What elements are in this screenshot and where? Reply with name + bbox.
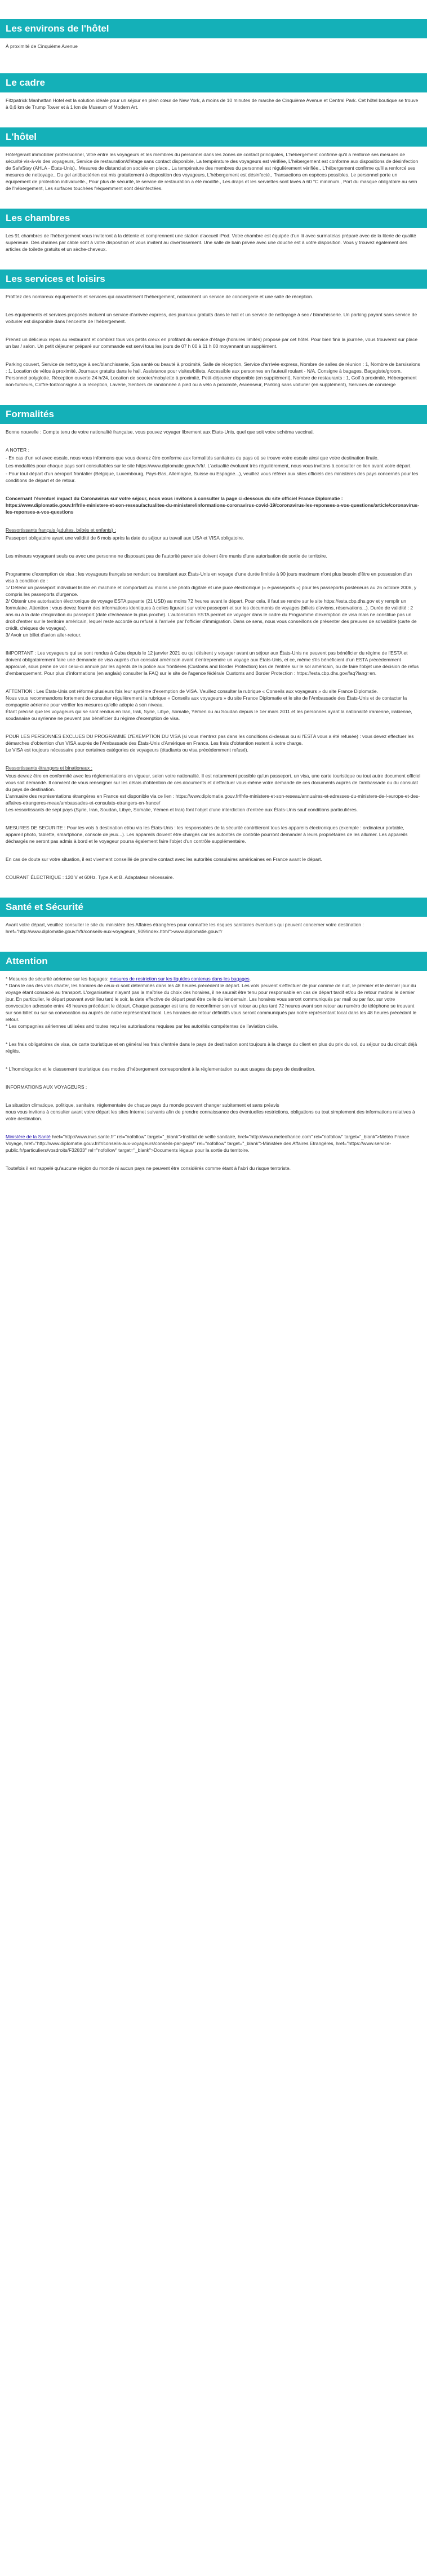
attention-p1-start: * Mesures de sécurité aérienne sur les bagages: [6, 976, 110, 982]
attention-p5: La situation climatique, politique, sanitaire, réglementaire de chaque pays du monde pouvant changer subitement et sans préavis nous vous invitons à consulter avant votre départ les sites Internet suivants afin de prendre connaissance des éventuelles restrictions, obligations ou tout simplement des informations relatives à votre destination. [6, 1102, 415, 1121]
attention-p6 [6, 1133, 421, 1154]
page [0, 0, 427, 1172]
formalites-excluded: POUR LES PERSONNES EXCLUES DU PROGRAMME D'EXEMPTION DU VISA (si vous n'entrez pas dans les conditions ci-dessus ou si l'ESTA vous a été refusée) : vous devez effectuer les démarches d'obtention d'un VISA auprès de l'Ambassade des États-Unis d'Amérique en France. Les frais d'obtention restent à votre charge. Le VISA est toujours nécessaire pour certaines catégories de voyageurs (étudiants ou visa précédemment refusé). [6, 734, 414, 753]
formalites-electric: COURANT ÉLECTRIQUE : 120 V et 60Hz. Type A et B. Adaptateur nécessaire. [6, 874, 174, 880]
attention-p3: * L'homologation et le classement touristique des modes d'hébergement correspondent à la réglementation ou aux usages du pays de destination. [6, 1066, 315, 1072]
formalites-coronavirus: Concernant l'éventuel impact du Coronavirus sur votre séjour, nous vous invitons à consulter la page ci-dessous du site officiel France Diplomatie : https://www.diplomatie.gouv.fr/fr/le-ministere-et-son-reseau/actualites-du-ministere/informations-coronavirus-covid-19/coronavirus-les-reponses-a-vos-questions/article/coronavirus-les-reponses-a-vos-questions [6, 496, 419, 515]
formalites-visa-program: Programme d'exemption de visa : les voyageurs français se rendant ou transitant aux États-Unis en voyage d'une durée limitée à 90 jours maximum n'ont plus besoin d'être en possession d'un visa à condition de : 1/ Détenir un passeport individuel lisible en machine et comportant au moins une photo digitale et une puce électronique (« e-passeports ») pour les passeports postérieurs au 26 octobre 2006, y compris les passeports d'urgence. 2/ Obtenir une autorisation électronique de voyage ESTA payante (21 USD) au moins 72 heures avant le départ. Pour cela, il faut se rendre sur le site https://esta.cbp.dhs.gov et y remplir un formulaire. Attention : vous devez fournir des informations identiques à celles figurant sur votre passeport et sur les documents de voyages (billets d'avions, réservations...). Durée de validité : 2 ans ou à la date d'expiration du passeport (date d'échéance la plus proche). L'autorisation ESTA permet de voyager dans le cadre du Programme d'exemption de visa mais ne constitue pas un droit d'entrer sur le territoire américain, lequel reste accordé ou refusé à l'arrivée par l'officier d'immigration. Dans ce sens, nous vous conseillons de présenter des preuves de solvabilité (carte de crédit, chèques de voyages). 3/ Avoir un billet d'avion aller-retour. [6, 571, 417, 638]
hotel-text: Hôte/gérant immobilier professionnel, Vitre entre les voyageurs et les membres du personnel dans les zones de contact principales, L'hébergement confirme qu'il a renforcé ses mesures de sécurité vis-à-vis des voyageurs, Service de restauration/d'étage sans contact disponible, La température des voyageurs est vérifiée, L'hébergement est conforme aux dispositions de désinfection de SafeStay (AHLA - États-Unis)., Mesures de distanciation sociale en place., La température des membres du personnel est régulièrement vérifiée., L'hébergement confirme qu'il a renforcé ses mesures de nettoyage., Du gel antibactérien est mis gratuitement à disposition des voyageurs, L'hébergement est désinfecté., Transactions en espèces possibles. Le personnel porte un équipement de protection individuelle., Pour plus de sécurité, le service de restauration a été modifié., Les draps et les serviettes sont lavés à 60 °C minimum., Port du masque obligatoire au sein de l'hébergement, Les surfaces touchées fréquemment sont désinfectées. [6, 152, 419, 191]
section-header-hotel: L'hôtel [0, 127, 427, 147]
section-header-formalites: Formalités [0, 405, 427, 424]
section-header-services: Les services et loisirs [0, 269, 427, 289]
section-body-sante [0, 917, 427, 935]
formalites-security: MESURES DE SECURITE : Pour les vols à destination et/ou via les États-Unis : les responsables de la sécurité contrôleront tous les appareils électroniques (exemple : ordinateur portable, appareil photo, tablette, smartphone, console de jeux...). Les appareils doivent être chargés car les autorités de contrôle pourront demander à leurs propriétaires de les allumer. Les appareils déchargés ne seront pas admis à bord et le voyageur pourra également faire l'objet d'un contrôle supplémentaire. [6, 825, 408, 844]
attention-p1 [6, 975, 421, 1029]
cadre-text: Fitzpatrick Manhattan Hotel est la solution idéale pour un séjour en plein cœur de New York, à moins de 10 minutes de marche de Cinquième Avenue et Central Park. Cet hôtel boutique se trouve à 0,6 km de Trump Tower et à 1 km de Museum of Modern Art. [6, 98, 419, 110]
formalites-important-cuba: IMPORTANT : Les voyageurs qui se sont rendus à Cuba depuis le 12 janvier 2021 ou qui désirent y voyager avant un séjour aux États-Unis ne peuvent pas bénéficier du régime de l'ESTA et doivent obligatoirement faire une demande de visa auprès d'un consulat américain avant d'entreprendre un voyage aux États-Unis, et ce, même s'ils bénéficient d'un ESTA précédemment approuvé, sous peine de voir celui-ci annulé par les agents de la police aux frontières (Customs and Border Protection) lors de l'entrée sur le sol américain, ou de faire l'objet une décision de refus d'embarquement. Pour plus d'informations (en anglais) consulter la FAQ sur le site de l'agence fédérale Customs and Border Protection : https://esta.cbp.dhs.gov/faq?lang=en. [6, 650, 419, 676]
section-header-environs: Les environs de l'hôtel [0, 19, 427, 38]
section-body-attention [0, 971, 427, 1172]
services-p2: Les équipements et services proposés incluent un service d'arrivée express, des journaux gratuits dans le hall et un service de nettoyage à sec / blanchisserie. Un parking payant sans service de voiturier est disponible dans l'enceinte de l'hébergement. [6, 312, 417, 324]
liquids-restriction-link[interactable]: mesures de restriction sur les liquides contenus dans les bagages [109, 976, 250, 982]
section-header-sante: Santé et Sécurité [0, 898, 427, 917]
attention-p1-end: . * Dans le cas des vols charter, les horaires de ceux-ci sont déterminés dans les 48 heures précédent le départ. Les vols peuvent s'effectuer de jour comme de nuit, le premier et le dernier jour du voyage étant consacré au transport. L'organisateur n'ayant pas la maîtrise du choix des horaires, il ne saurait être tenu pour responsable en cas de départ tardif et/ou de retour matinal le dernier jour. En particulier, le départ pouvant avoir lieu tard le soir, la date effective de départ peut être celle du lendemain. Les horaires vous seront communiqués par mail ou par fax, sur votre convocation adressée entre 48 heures précédant le départ. Chaque passager est tenu de reconfirmer son vol retour au plus tard 72 heures avant son retour au numéro de téléphone se trouvant sur son billet ou sur sa convocation ou auprès de notre représentant local. Les horaires de retour définitifs vous seront communiqués par notre représentant local dans les 48 heures précédant le retour. * Les compagnies aériennes utilisées and toutes reçu les autorisations requises par les autorités compétentes de l'aviation civile. [6, 976, 417, 1029]
attention-p2: * Les frais obligatoires de visa, de carte touristique et en général les frais d'entrée dans le pays de destination sont toujours à la charge du client en plus du prix du vol, du séjour ou du circuit déjà réglés. [6, 1041, 417, 1054]
section-body-cadre [0, 92, 427, 111]
ministere-sante-link[interactable]: Ministère de la Santé [6, 1134, 51, 1139]
services-p4: Parking couvert, Service de nettoyage à sec/blanchisserie, Spa santé ou beauté à proximité, Salle de réception, Service d'arrivée express, Nombre de salles de réunion : 1, Nombre de bars/salons : 1, Location de vélos à proximité, Journaux gratuits dans le hall, Assistance pour visites/billets, Accessible aux personnes en fauteuil roulant - N/A, Consigne à bagages, Bagagiste/groom, Personnel polyglotte, Réception ouverte 24 h/24, Location de scooter/mobylette à proximité, Petit-déjeuner disponible (en supplément), Nombre de restaurants : 1, Golf à proximité, Hébergement non-fumeurs, Coffre-fort/consigne à la réception, Laverie, Sentiers de randonnée à pied ou à vélo à proximité, Ascenseur, Parking sans voiturier (en supplément), Services de concierge [6, 361, 420, 387]
section-header-attention: Attention [0, 952, 427, 971]
chambres-text: Les 91 chambres de l'hébergement vous inviteront à la détente et comprennent une station d'accueil iPod. Votre chambre est équipée d'un lit avec surmatelas préparé avec de la literie de qualité supérieure. Des chaînes par câble sont à votre disposition et vous invitent au divertissement. Une salle de bain privée avec une douche est à votre disposition. Vous y trouvez également des articles de toilette gratuits et un sèche-cheveux. [6, 233, 416, 252]
section-body-hotel [0, 147, 427, 192]
section-body-chambres [0, 228, 427, 253]
section-body-environs [0, 38, 427, 50]
formalites-passport: Passeport obligatoire ayant une validité de 6 mois après la date du séjour au travail aux USA et VISA obligatoire. [6, 535, 244, 541]
formalites-french-heading: Ressortissants français (adultes, bébés et enfants) : [6, 527, 116, 533]
formalites-note-3: - Pour tout départ d'un aéroport frontalier (Belgique, Luxembourg, Pays-Bas, Allemagne, Suisse ou Espagne...), veuillez vous référer aux sites officiels des ministères des pays concernés pour les conditions de départ et de retour. [6, 471, 419, 483]
formalites-doubt: En cas de doute sur votre situation, il est vivement conseillé de prendre contact avec les autorités consulaires américaines en France avant le départ. [6, 856, 322, 862]
section-body-services [0, 289, 427, 388]
section-header-chambres: Les chambres [0, 209, 427, 228]
section-header-cadre: Le cadre [0, 73, 427, 92]
attention-info-heading: INFORMATIONS AUX VOYAGEURS : [6, 1084, 87, 1090]
formalites-attention: ATTENTION : Les États-Unis ont réformé plusieurs fois leur système d'exemption de VISA. Veuillez consulter la rubrique « Conseils aux voyageurs » du site France Diplomatie. Nous vous recommandons fortement de consulter régulièrement la rubrique « Conseils aux voyageurs » du site France Diplomatie et le site de l'Ambassade des États-Unis et de contacter la compagnie aérienne pour vérifier les mesures qu'elle adopte à son niveau. Étant précisé que les voyageurs qui se sont rendus en Iran, Irak, Syrie, Libye, Somalie, Yémen ou au Soudan depuis le 1er mars 2011 et les personnes ayant la nationalité iranienne, irakienne, soudanaise ou syrienne ne peuvent pas bénéficier du régime d'exemption de visa. [6, 688, 412, 721]
formalites-note-heading: A NOTER : [6, 447, 30, 453]
attention-p6-rest: href="http://www.invs.sante.fr" rel="nofollow" target="_blank">Institut de veille sanitaire, href="http://www.meteofrance.com" rel="nofollow" target="_blank">Météo France Voyage, href="http://www.diplomatie.gouv.fr/fr/conseils-aux-voyageurs/conseils-par-pays/" rel="nofollow" target="_blank">Ministère des Affaires Etrangères, href="https://www.service-public.fr/particuliers/vosdroits/F32833" rel="nofollow" target="_blank">Documents légaux pour la sortie du territoire. [6, 1134, 410, 1153]
environs-text: À proximité de Cinquième Avenue [6, 43, 78, 49]
services-p1: Profitez des nombreux équipements et services qui caractérisent l'hébergement, notamment un service de conciergerie et une salle de réception. [6, 294, 313, 299]
sante-text: Avant votre départ, veuillez consulter le site du ministère des Affaires étrangères pour connaître les risques sanitaires éventuels qui peuvent concerner votre destination : href="http://www.diplomatie.gouv.fr/fr/conseils-aux-voyageurs_909/index.html">www.diplomatie.gouv.fr [6, 922, 364, 934]
attention-p7: Toutefois il est rappelé qu'aucune région du monde ni aucun pays ne peuvent être considérés comme étant à l'abri du risque terroriste. [6, 1165, 291, 1171]
formalites-minors: Les mineurs voyageant seuls ou avec une personne ne disposant pas de l'autorité parentale doivent être munis d'une autorisation de sortie de territoire. [6, 553, 327, 559]
services-p3: Prenez un délicieux repas au restaurant et comblez tous vos petits creux en profitant du service d'étage (horaires limités) proposé par cet hôtel. Pour bien finir la journée, vous trouverez sur place un bar / salon. Un petit déjeuner préparé sur commande est servi tous les jours de 07 h 00 à 11 h 00 moyennant un supplément. [6, 337, 418, 349]
formalites-p1: Bonne nouvelle : Compte tenu de votre nationalité française, vous pouvez voyager librement aux Etats-Unis, quel que soit votre schéma vaccinal. [6, 429, 314, 435]
formalites-foreign: Vous devrez être en conformité avec les réglementations en vigueur, selon votre nationalité. Il est notamment possible qu'un passeport, un visa, une carte touristique ou tout autre document officiel vous soit demandé. Il convient de vous renseigner sur les délais d'obtention de ces documents et d'effectuer vous-même votre demande de ces documents auprès de l'ambassade ou du consulat du pays de destination. L'annuaire des représentations étrangères en France est disponible via ce lien : https://www.diplomatie.gouv.fr/fr/le-ministere-et-son-reseau/annuaires-et-adresses-du-ministere-de-l-europe-et-des-affaires-etrangeres-meae/ambassades-et-consulats-etrangers-en-france/ Les ressortissants de sept pays (Syrie, Iran, Soudan, Libye, Somalie, Yémen et Irak) font l'objet d'une interdiction d'entrée aux États-Unis sauf conditions particulières. [6, 773, 421, 812]
formalites-foreign-heading: Ressortissants étrangers et binationaux : [6, 765, 93, 771]
formalites-note-1: - En cas d'un vol avec escale, nous vous informons que vous devrez être conforme aux formalités sanitaires du pays où se trouve votre escale ainsi que votre destination finale. [6, 455, 379, 461]
formalites-note-2: Les modalités pour chaque pays sont consultables sur le site https://www.diplomatie.gouv.fr/fr/. L'actualité évoluant très régulièrement, nous vous invitons à consulter ce lien avant votre départ. [6, 463, 412, 469]
section-body-formalites [0, 424, 427, 881]
